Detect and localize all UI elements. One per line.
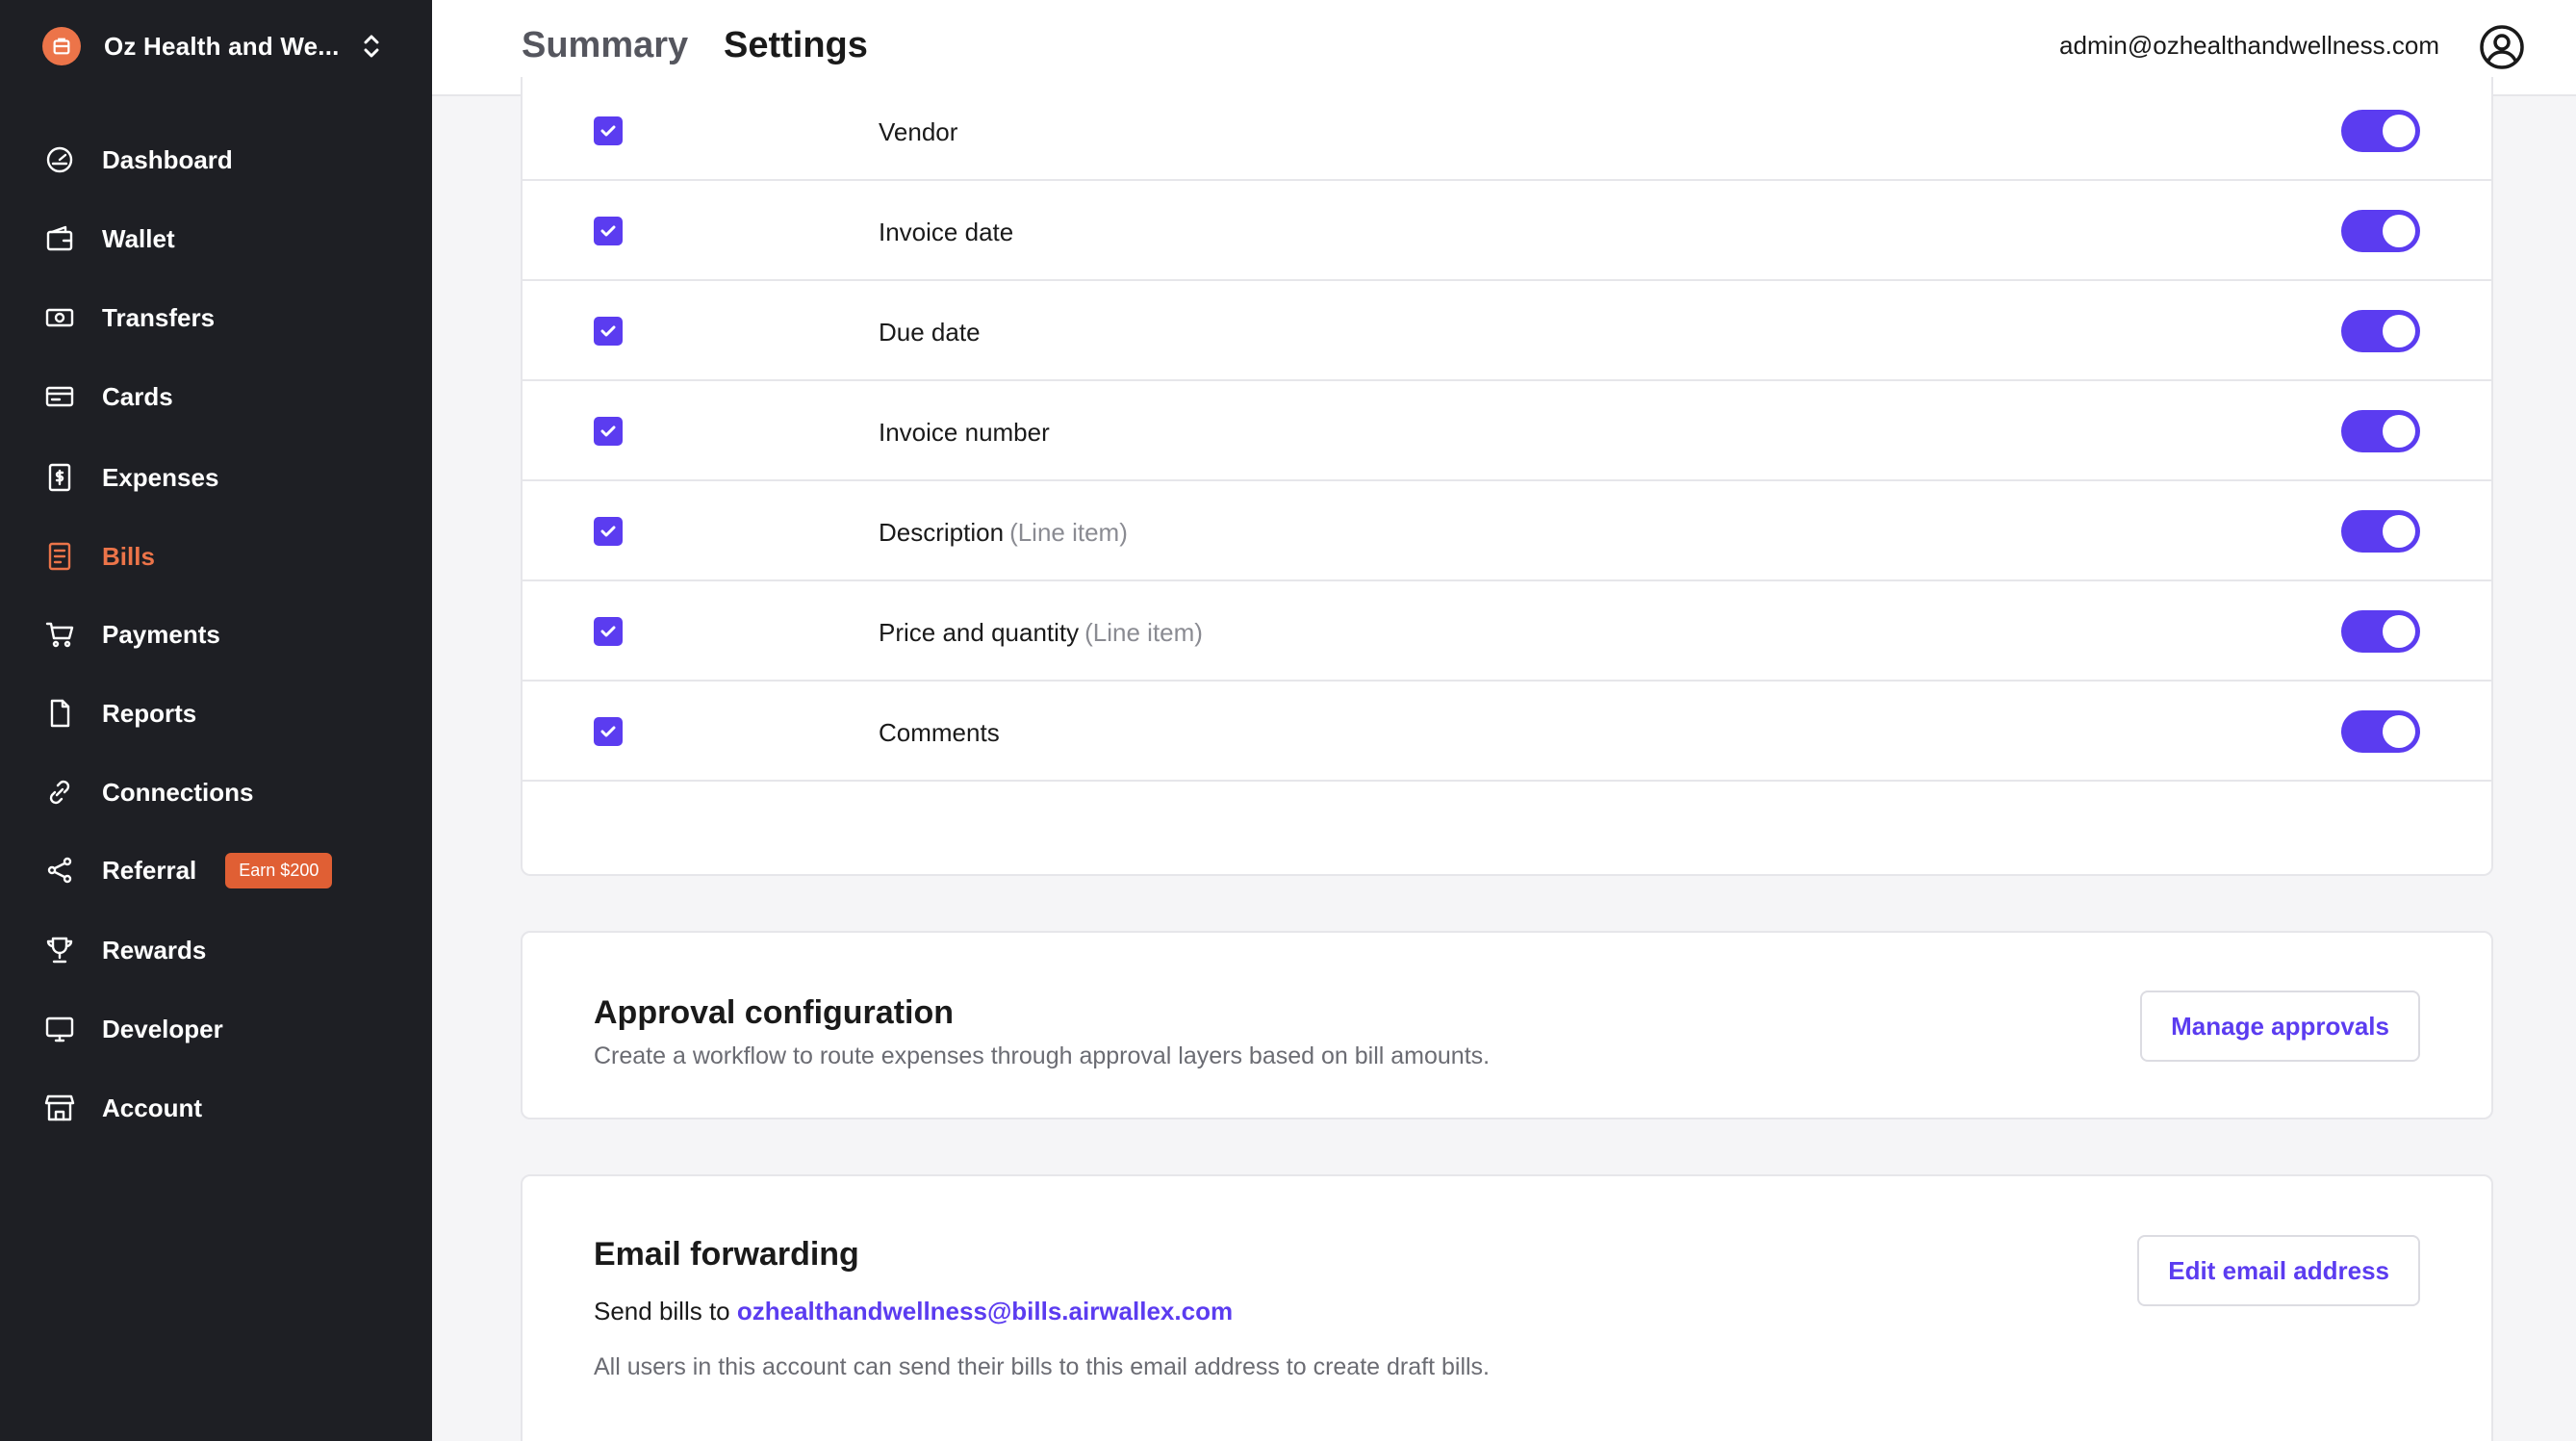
send-bills-prefix: Send bills to [594,1297,737,1325]
sidebar-item-label: Connections [102,777,254,807]
user-avatar-icon[interactable] [2478,23,2526,71]
field-label [879,218,1019,247]
wallet-icon [42,221,77,256]
field-row-invoice-number [523,381,2491,481]
sidebar-item-payments[interactable] [42,613,408,656]
toggle-knob [2383,415,2415,448]
field-row-invoice-date [523,181,2491,281]
field-note: (Line item) [1084,618,1203,647]
transfers-icon [42,300,77,335]
toggle-knob [2383,615,2415,648]
sidebar-item-label: Dashboard [102,144,233,174]
send-bills-line [594,1297,1233,1326]
field-toggle[interactable] [2341,310,2420,352]
sidebar-item-label: Reports [102,698,197,728]
field-label [879,518,1128,548]
user-email: admin@ozhealthandwellness.com [2059,31,2439,60]
field-label [879,718,1006,748]
field-checkbox[interactable] [594,717,623,746]
sidebar-item-label: Developer [102,1014,223,1043]
approval-configuration-card [521,931,2493,1119]
sidebar-item-rewards[interactable] [42,929,408,971]
field-name: Due date [879,318,981,347]
receipt-icon [42,460,77,495]
field-name: Price and quantity [879,618,1080,647]
field-row-vendor [523,81,2491,181]
field-checkbox[interactable] [594,116,623,145]
field-checkbox[interactable] [594,417,623,446]
sidebar-item-label: Bills [102,541,155,571]
field-toggle[interactable] [2341,210,2420,252]
check-icon [599,622,618,641]
sidebar-item-connections[interactable] [42,771,408,813]
email-forwarding-title: Email forwarding [594,1236,859,1273]
field-label [879,418,1056,448]
dashboard-gauge-icon [42,142,77,177]
sidebar-item-dashboard[interactable] [42,139,408,181]
field-name: Vendor [879,117,958,146]
check-icon [599,221,618,241]
check-icon [599,422,618,441]
org-name: Oz Health and We... [104,31,340,61]
field-row-due-date [523,281,2491,381]
toggle-knob [2383,315,2415,347]
field-checkbox[interactable] [594,317,623,346]
field-row-description [523,481,2491,581]
tab-settings[interactable]: Settings [724,25,868,65]
sidebar-item-wallet[interactable] [42,218,408,260]
sidebar-item-expenses[interactable] [42,456,408,499]
sidebar-item-transfers[interactable] [42,296,408,339]
sidebar-item-label: Payments [102,619,220,649]
document-icon [42,696,77,731]
sidebar-item-label: Wallet [102,223,175,253]
field-checkbox[interactable] [594,217,623,245]
field-toggle[interactable] [2341,710,2420,753]
referral-badge: Earn $200 [225,853,332,888]
sidebar-item-account[interactable] [42,1087,408,1129]
field-label [879,117,963,147]
toggle-knob [2383,715,2415,748]
link-icon [42,775,77,810]
field-name: Description [879,518,1005,547]
field-row-price-quantity [523,581,2491,682]
store-icon [42,1091,77,1125]
field-note: (Line item) [1009,518,1128,547]
toggle-knob [2383,215,2415,247]
check-icon [599,722,618,741]
field-checkbox[interactable] [594,617,623,646]
sidebar-item-reports[interactable] [42,692,408,734]
tab-summary[interactable]: Summary [522,25,689,65]
field-toggle[interactable] [2341,410,2420,452]
approval-title: Approval configuration [594,994,954,1031]
org-switcher[interactable] [42,25,354,67]
sidebar-item-label: Transfers [102,302,216,332]
extracted-fields-card [521,77,2493,876]
cart-icon [42,617,77,652]
field-label [879,618,1203,648]
sidebar-item-referral[interactable] [42,849,408,891]
toggle-knob [2383,115,2415,147]
share-icon [42,853,77,888]
approval-description: Create a workflow to route expenses through approval layers based on bill amounts. [594,1042,1491,1069]
check-icon [599,121,618,141]
chevron-up-down-icon[interactable] [360,31,383,62]
field-name: Comments [879,718,1000,747]
sidebar-item-developer[interactable] [42,1008,408,1050]
toggle-knob [2383,515,2415,548]
card-icon [42,379,77,414]
field-toggle[interactable] [2341,110,2420,152]
sidebar-item-label: Account [102,1093,202,1122]
trophy-icon [42,933,77,967]
edit-email-address-button[interactable]: Edit email address [2137,1235,2420,1306]
field-checkbox[interactable] [594,517,623,546]
sidebar-item-label: Referral [102,855,197,885]
field-label [879,318,986,347]
bill-icon [42,539,77,574]
check-icon [599,522,618,541]
sidebar-item-label: Cards [102,381,173,411]
sidebar [0,0,432,1441]
field-toggle[interactable] [2341,610,2420,653]
org-icon [42,27,81,65]
field-toggle[interactable] [2341,510,2420,553]
field-name: Invoice date [879,218,1014,246]
forwarding-email-link[interactable]: ozhealthandwellness@bills.airwallex.com [736,1297,1234,1325]
sidebar-item-bills[interactable] [42,535,408,578]
email-forwarding-description: All users in this account can send their bills to this email address to create draft bills. [594,1353,1490,1380]
sidebar-item-label: Rewards [102,935,207,965]
monitor-icon [42,1012,77,1046]
check-icon [599,322,618,341]
field-name: Invoice number [879,418,1050,447]
sidebar-item-cards[interactable] [42,375,408,418]
sidebar-item-label: Expenses [102,462,219,492]
field-row-comments [523,682,2491,782]
manage-approvals-button[interactable]: Manage approvals [2140,991,2420,1062]
email-forwarding-card [521,1174,2493,1441]
